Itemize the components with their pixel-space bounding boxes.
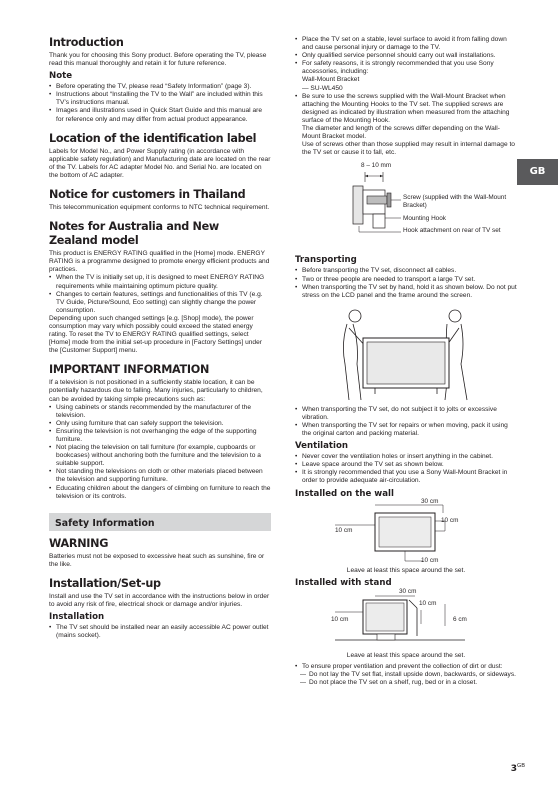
- wall-clearance-caption: Leave at least this space around the set.: [346, 566, 466, 574]
- ventilation-list: [295, 453, 517, 485]
- list-item: • Instructions about “Installing the TV to the Wall” are included within this TV’s instructions manual.: [49, 91, 271, 107]
- accessory-model: — SU-WL450: [302, 84, 343, 92]
- list-item: — Do not lay the TV set flat, install upside down, backwards, or sideways.: [295, 671, 517, 679]
- final-list: [295, 663, 517, 671]
- screw-dimension-label: 8 – 10 mm: [361, 162, 392, 170]
- list-item: • Only using furniture that can safely support the television.: [49, 420, 271, 428]
- warning-section: [49, 537, 271, 569]
- accessory-intro: For safety reasons, it is strongly recommended that you use Sony accessories, including:: [302, 60, 494, 76]
- right-column: [295, 36, 517, 687]
- introduction-text: Thank you for choosing this Sony product. Before operating the TV, please read this manual thoroughly and retain it for future reference.: [49, 52, 267, 68]
- list-item: • When transporting the TV set for repairs or when moving, pack it using the original carton and packing material.: [295, 422, 517, 438]
- page-number-suffix: GB: [516, 763, 525, 769]
- installed-with-stand-heading: Installed with stand: [295, 577, 392, 588]
- warning-heading: WARNING: [49, 536, 109, 550]
- list-item: • To ensure proper ventilation and prevent the collection of dirt or dust:: [295, 663, 517, 671]
- identification-label-heading: Location of the identification label: [49, 131, 257, 145]
- thailand-section: [49, 188, 271, 212]
- final-dash-list: [295, 671, 517, 687]
- important-section: [49, 363, 271, 500]
- accessory-name: Wall-Mount Bracket: [302, 76, 360, 84]
- screw-figure: [295, 160, 517, 252]
- stand-back-clearance: 6 cm: [453, 615, 467, 623]
- warning-text: Batteries must not be exposed to excessive heat such as sunshine, fire or the like.: [49, 552, 265, 568]
- list-item: • Only qualified service personnel should carry out wall installations.: [295, 52, 517, 60]
- stand-left-clearance: 10 cm: [331, 615, 349, 623]
- list-item: • Not standing the televisions on cloth or other materials placed between the television and supporting furniture.: [49, 468, 271, 484]
- list-item: [295, 93, 517, 158]
- stand-clearance-diagram: [295, 587, 517, 650]
- installation-list: [49, 624, 271, 640]
- wall-bottom-clearance: 10 cm: [421, 556, 439, 564]
- installation-list-continued: [295, 36, 517, 157]
- wall-clearance-diagram: [295, 501, 517, 565]
- thailand-heading: Notice for customers in Thailand: [49, 188, 246, 202]
- two-people-carrying-tv-illustration: [295, 304, 517, 402]
- wall-top-clearance: 30 cm: [421, 497, 439, 505]
- stand-clearance-figure: [295, 587, 517, 650]
- safety-information-heading: Safety Information: [55, 517, 155, 529]
- australia-heading: Notes for Australia and New Zealand model: [49, 220, 219, 248]
- list-item: • Ensuring the television is not overhanging the edge of the supporting furniture.: [49, 428, 271, 444]
- list-item: • The TV set should be installed near an easily accessible AC power outlet (mains socket).: [49, 624, 271, 640]
- transporting-heading: Transporting: [295, 255, 357, 266]
- australia-section: [49, 220, 271, 355]
- identification-label-section: [49, 132, 271, 180]
- australia-list: [49, 274, 271, 314]
- list-item: • Before transporting the TV set, disconnect all cables.: [295, 267, 517, 275]
- australia-text-2: Depending upon such changed settings [e.g. [Shop] mode), the power consumption may vary which possibly could exceed the stated energy rating. To reset the TV to ENERGY RATING qualified settings, select [Home] mode from the initial set-up procedure in [Factory Settings] under the [Customer Support] menu.: [49, 314, 262, 355]
- screws-warning-text: Use of screws other than those supplied may result in internal damage to the TV set or cause it to fall, etc.: [302, 141, 515, 157]
- installation-setup-section: [49, 577, 271, 640]
- wall-left-clearance: 10 cm: [335, 526, 353, 534]
- note-heading: Note: [49, 71, 73, 82]
- transporting-list-2: [295, 406, 517, 438]
- page-number: [511, 763, 525, 774]
- list-item: • It is strongly recommended that you use a Sony Wall-Mount Bracket in order to provide adequate air-circulation.: [295, 469, 517, 485]
- screw-label: Screw (supplied with the Wall-Mount Bracket): [403, 194, 507, 209]
- list-item: • Leave space around the TV set as shown below.: [295, 461, 517, 469]
- installed-on-wall-heading: Installed on the wall: [295, 488, 394, 499]
- installation-setup-heading: Installation/Set-up: [49, 576, 161, 590]
- list-item: • Place the TV set on a stable, level surface to avoid it from falling down and cause personal injury or damage to the TV.: [295, 36, 517, 52]
- page-number-value: 3: [510, 764, 517, 774]
- important-heading: IMPORTANT INFORMATION: [49, 363, 210, 377]
- wall-clearance-figure: [295, 497, 517, 565]
- screws-text: Be sure to use the screws supplied with the Wall-Mount Bracket when attaching the Mounting Hooks to the TV set. The supplied screws are designed as indicated by illustration when measured from the attaching surface of the Mounting Hook.: [302, 92, 510, 124]
- list-item: • Two or three people are needed to transport a large TV set.: [295, 276, 517, 284]
- language-tab: GB: [517, 159, 558, 185]
- left-column: [49, 36, 271, 648]
- list-item: • When transporting the TV set, do not subject it to jolts or excessive vibration.: [295, 406, 517, 422]
- introduction-heading: Introduction: [49, 36, 124, 49]
- list-item: — Do not place the TV set on a shelf, rug, bed or in a closet.: [295, 679, 517, 687]
- wall-right-clearance: 10 cm: [441, 516, 459, 524]
- list-item: • Changes to certain features, settings and functionalities of this TV (e.g. TV Guide, Picture/Sound, Eco setting) can slightly change the power consumption.: [49, 291, 271, 315]
- stand-right-clearance: 10 cm: [419, 599, 437, 607]
- list-item: • Images and illustrations used in Quick Start Guide and this manual are for reference only and may differ from actual product appearance.: [49, 107, 271, 123]
- list-item: • Never cover the ventilation holes or insert anything in the cabinet.: [295, 453, 517, 461]
- list-item: • Using cabinets or stands recommended by the manufacturer of the television.: [49, 404, 271, 420]
- safety-information-bar: [49, 513, 271, 531]
- hook-attachment-label: Hook attachment on rear of TV set: [403, 227, 501, 235]
- note-list: [49, 83, 271, 123]
- ventilation-heading: Ventilation: [295, 441, 349, 452]
- installation-setup-text: Install and use the TV set in accordance with the instructions below in order to avoid any risk of fire, electrical shock or damage and/or injuries.: [49, 592, 270, 609]
- australia-text-1: This product is ENERGY RATING qualified in the [Home] mode. ENERGY RATING is a programme designed to promote energy efficient products and practices.: [49, 250, 270, 274]
- list-item: • When transporting the TV set by hand, hold it as shown below. Do not put stress on the LCD panel and the frame around the screen.: [295, 284, 517, 300]
- installation-subheading: Installation: [49, 612, 105, 623]
- stand-clearance-caption: Leave at least this space around the set.: [346, 651, 466, 659]
- introduction-section: [49, 36, 271, 124]
- important-text: If a television is not positioned in a sufficiently stable location, it can be potentially hazardous due to falling. Many injuries, particularly to children, can be avoided by taking simple precautions such as:: [49, 379, 263, 403]
- list-item: [295, 60, 517, 92]
- list-item: • Educating children about the dangers of climbing on furniture to reach the television or its controls.: [49, 485, 271, 501]
- transport-figure: [295, 304, 517, 402]
- list-item: • When the TV is initially set up, it is designed to meet ENERGY RATING requirements while maintaining optimum picture quality.: [49, 274, 271, 290]
- transporting-list: [295, 267, 517, 299]
- thailand-text: This telecommunication equipment conforms to NTC technical requirement.: [49, 204, 270, 212]
- screws-diameter-text: The diameter and length of the screws differ depending on the Wall-Mount Bracket model.: [302, 125, 500, 141]
- mounting-hook-label: Mounting Hook: [403, 215, 446, 223]
- identification-label-text: Labels for Model No., and Power Supply rating (in accordance with applicable safety regulation) and Manufacturing date are located on the rear of the TV. Labels for AC adapter Model No. and Serial No. are located on the bottom of AC adapter.: [49, 147, 271, 179]
- list-item: • Not placing the television on tall furniture (for example, cupboards or bookcases) without anchoring both the furniture and the television to a suitable support.: [49, 444, 271, 468]
- list-item: • Before operating the TV, please read “Safety Information” (page 3).: [49, 83, 271, 91]
- stand-top-clearance: 30 cm: [399, 587, 417, 595]
- important-list: [49, 404, 271, 501]
